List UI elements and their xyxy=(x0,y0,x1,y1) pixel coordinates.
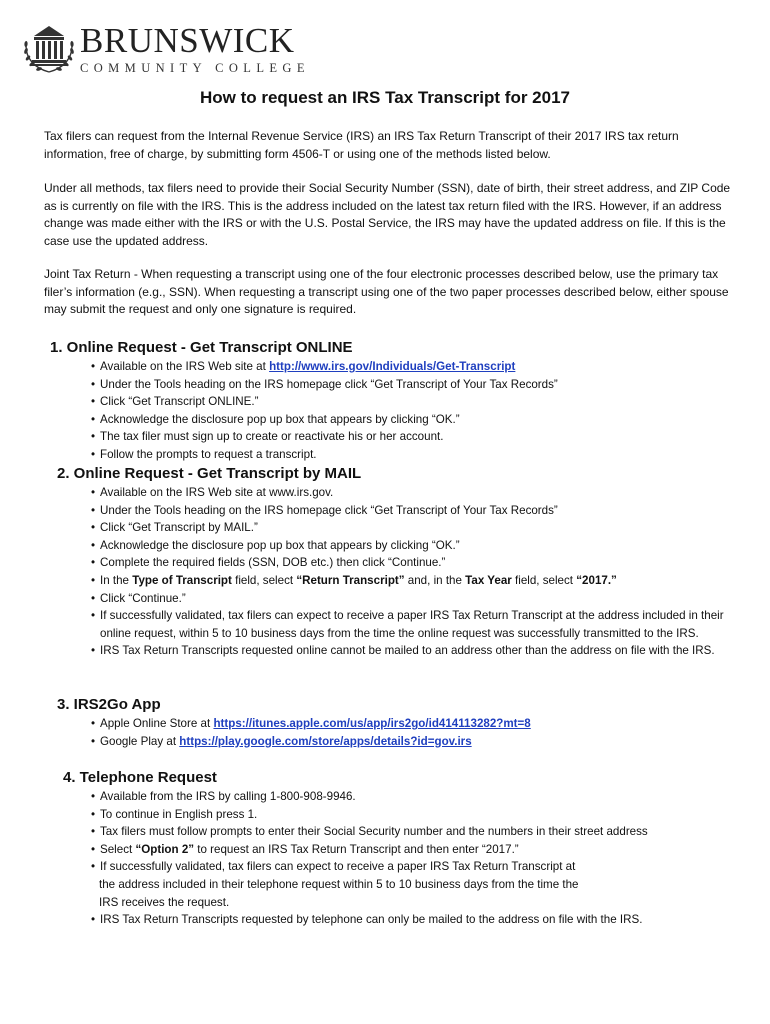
section-irs2go-app xyxy=(0,695,770,750)
intro-paragraph: Tax filers can request from the Internal Revenue Service (IRS) an IRS Tax Return Transcript of their 2017 IRS tax return information, free of charge, by submitting form 4506-T or using one of the methods listed below. xyxy=(44,129,679,161)
bullet-list xyxy=(0,484,770,660)
section-heading: 4. Telephone Request xyxy=(63,769,217,786)
list-item: • Google Play at https://play.google.com/store/apps/details?id=gov.irs xyxy=(91,734,472,748)
list-item: • If successfully validated, tax filers can expect to receive a paper IRS Tax Return Transcript at the address included in their online request, within 5 to 10 business days from the time the online request was successfully transmitted to the IRS. xyxy=(91,609,724,640)
list-item: • Under the Tools heading on the IRS homepage click “Get Transcript of Your Tax Records” xyxy=(91,377,558,391)
college-subtitle: COMMUNITY COLLEGE xyxy=(80,61,310,75)
section-heading: 3. IRS2Go App xyxy=(57,696,161,713)
page-title: How to request an IRS Tax Transcript for 2017 xyxy=(199,88,570,107)
requirements-paragraph: Under all methods, tax filers need to provide their Social Security Number (SSN), date of birth, their street address, and ZIP Code as is currently on file with the IRS. This is the address included on the latest tax return filed with the IRS. However, if an address change was made either with the IRS or with the U.S. Postal Service, the IRS may have the updated address on file. If this is the case use the updated address. xyxy=(44,181,731,248)
section-heading: 2. Online Request - Get Transcript by MAIL xyxy=(57,465,362,482)
list-item: • Acknowledge the disclosure pop up box that appears by clicking “OK.” xyxy=(91,538,460,552)
section-telephone-request xyxy=(0,768,770,929)
irs-transcript-link[interactable]: http://www.irs.gov/Individuals/Get-Transcript xyxy=(269,360,516,373)
section-heading: 1. Online Request - Get Transcript ONLINE xyxy=(50,339,353,356)
bullet-list xyxy=(0,358,770,464)
list-item-continuation: the address included in their telephone request within 5 to 10 business days from the time the xyxy=(99,877,579,891)
list-item: • IRS Tax Return Transcripts requested online cannot be mailed to an address other than the address on file with the IRS. xyxy=(91,644,715,658)
college-seal-icon xyxy=(20,20,78,78)
list-item: • Available on the IRS Web site at http://www.irs.gov/Individuals/Get-Transcript xyxy=(91,360,516,373)
list-item: • Complete the required fields (SSN, DOB etc.) then click “Continue.” xyxy=(91,556,446,570)
list-item: • In the Type of Transcript field, select “Return Transcript” and, in the Tax Year field, select “2017.” xyxy=(91,573,617,587)
list-item: • Select “Option 2” to request an IRS Tax Return Transcript and then enter “2017.” xyxy=(91,842,519,856)
section-mail-request xyxy=(0,464,770,660)
section-online-request xyxy=(0,338,770,464)
list-item: • Click “Continue.” xyxy=(91,591,186,605)
list-item: • Under the Tools heading on the IRS homepage click “Get Transcript of Your Tax Records” xyxy=(91,503,558,517)
list-item: • The tax filer must sign up to create or reactivate his or her account. xyxy=(91,430,444,444)
list-item: • If successfully validated, tax filers can expect to receive a paper IRS Tax Return Transcript at xyxy=(91,860,576,874)
list-item: • Available on the IRS Web site at www.irs.gov. xyxy=(91,486,334,499)
list-item: • Tax filers must follow prompts to enter their Social Security number and the numbers in their street address xyxy=(91,825,648,839)
list-item: • Click “Get Transcript ONLINE.” xyxy=(91,395,259,409)
list-item: • Follow the prompts to request a transcript. xyxy=(91,447,317,461)
college-name: BRUNSWICK xyxy=(80,21,295,60)
apple-store-link[interactable]: https://itunes.apple.com/us/app/irs2go/id414113282?mt=8 xyxy=(213,717,531,730)
list-item: • Acknowledge the disclosure pop up box that appears by clicking “OK.” xyxy=(91,412,460,426)
bullet-list xyxy=(0,715,770,750)
college-logo xyxy=(20,20,310,80)
list-item: • Click “Get Transcript by MAIL.” xyxy=(91,521,258,535)
google-play-link[interactable]: https://play.google.com/store/apps/details?id=gov.irs xyxy=(179,734,472,748)
list-item: • Available from the IRS by calling 1-800-908-9946. xyxy=(91,790,356,803)
bullet-list xyxy=(0,788,770,929)
joint-return-paragraph: Joint Tax Return - When requesting a transcript using one of the four electronic processes described below, use the primary tax filer’s information (e.g., SSN). When requesting a transcript using one of the two paper processes described below, either spouse may submit the request and only one signature is required. xyxy=(44,267,729,317)
list-item-continuation: IRS receives the request. xyxy=(99,895,230,909)
list-item: • IRS Tax Return Transcripts requested by telephone can only be mailed to the address on file with the IRS. xyxy=(91,913,643,927)
list-item: • Apple Online Store at https://itunes.apple.com/us/app/irs2go/id414113282?mt=8 xyxy=(91,717,531,730)
list-item: • To continue in English press 1. xyxy=(91,807,258,821)
